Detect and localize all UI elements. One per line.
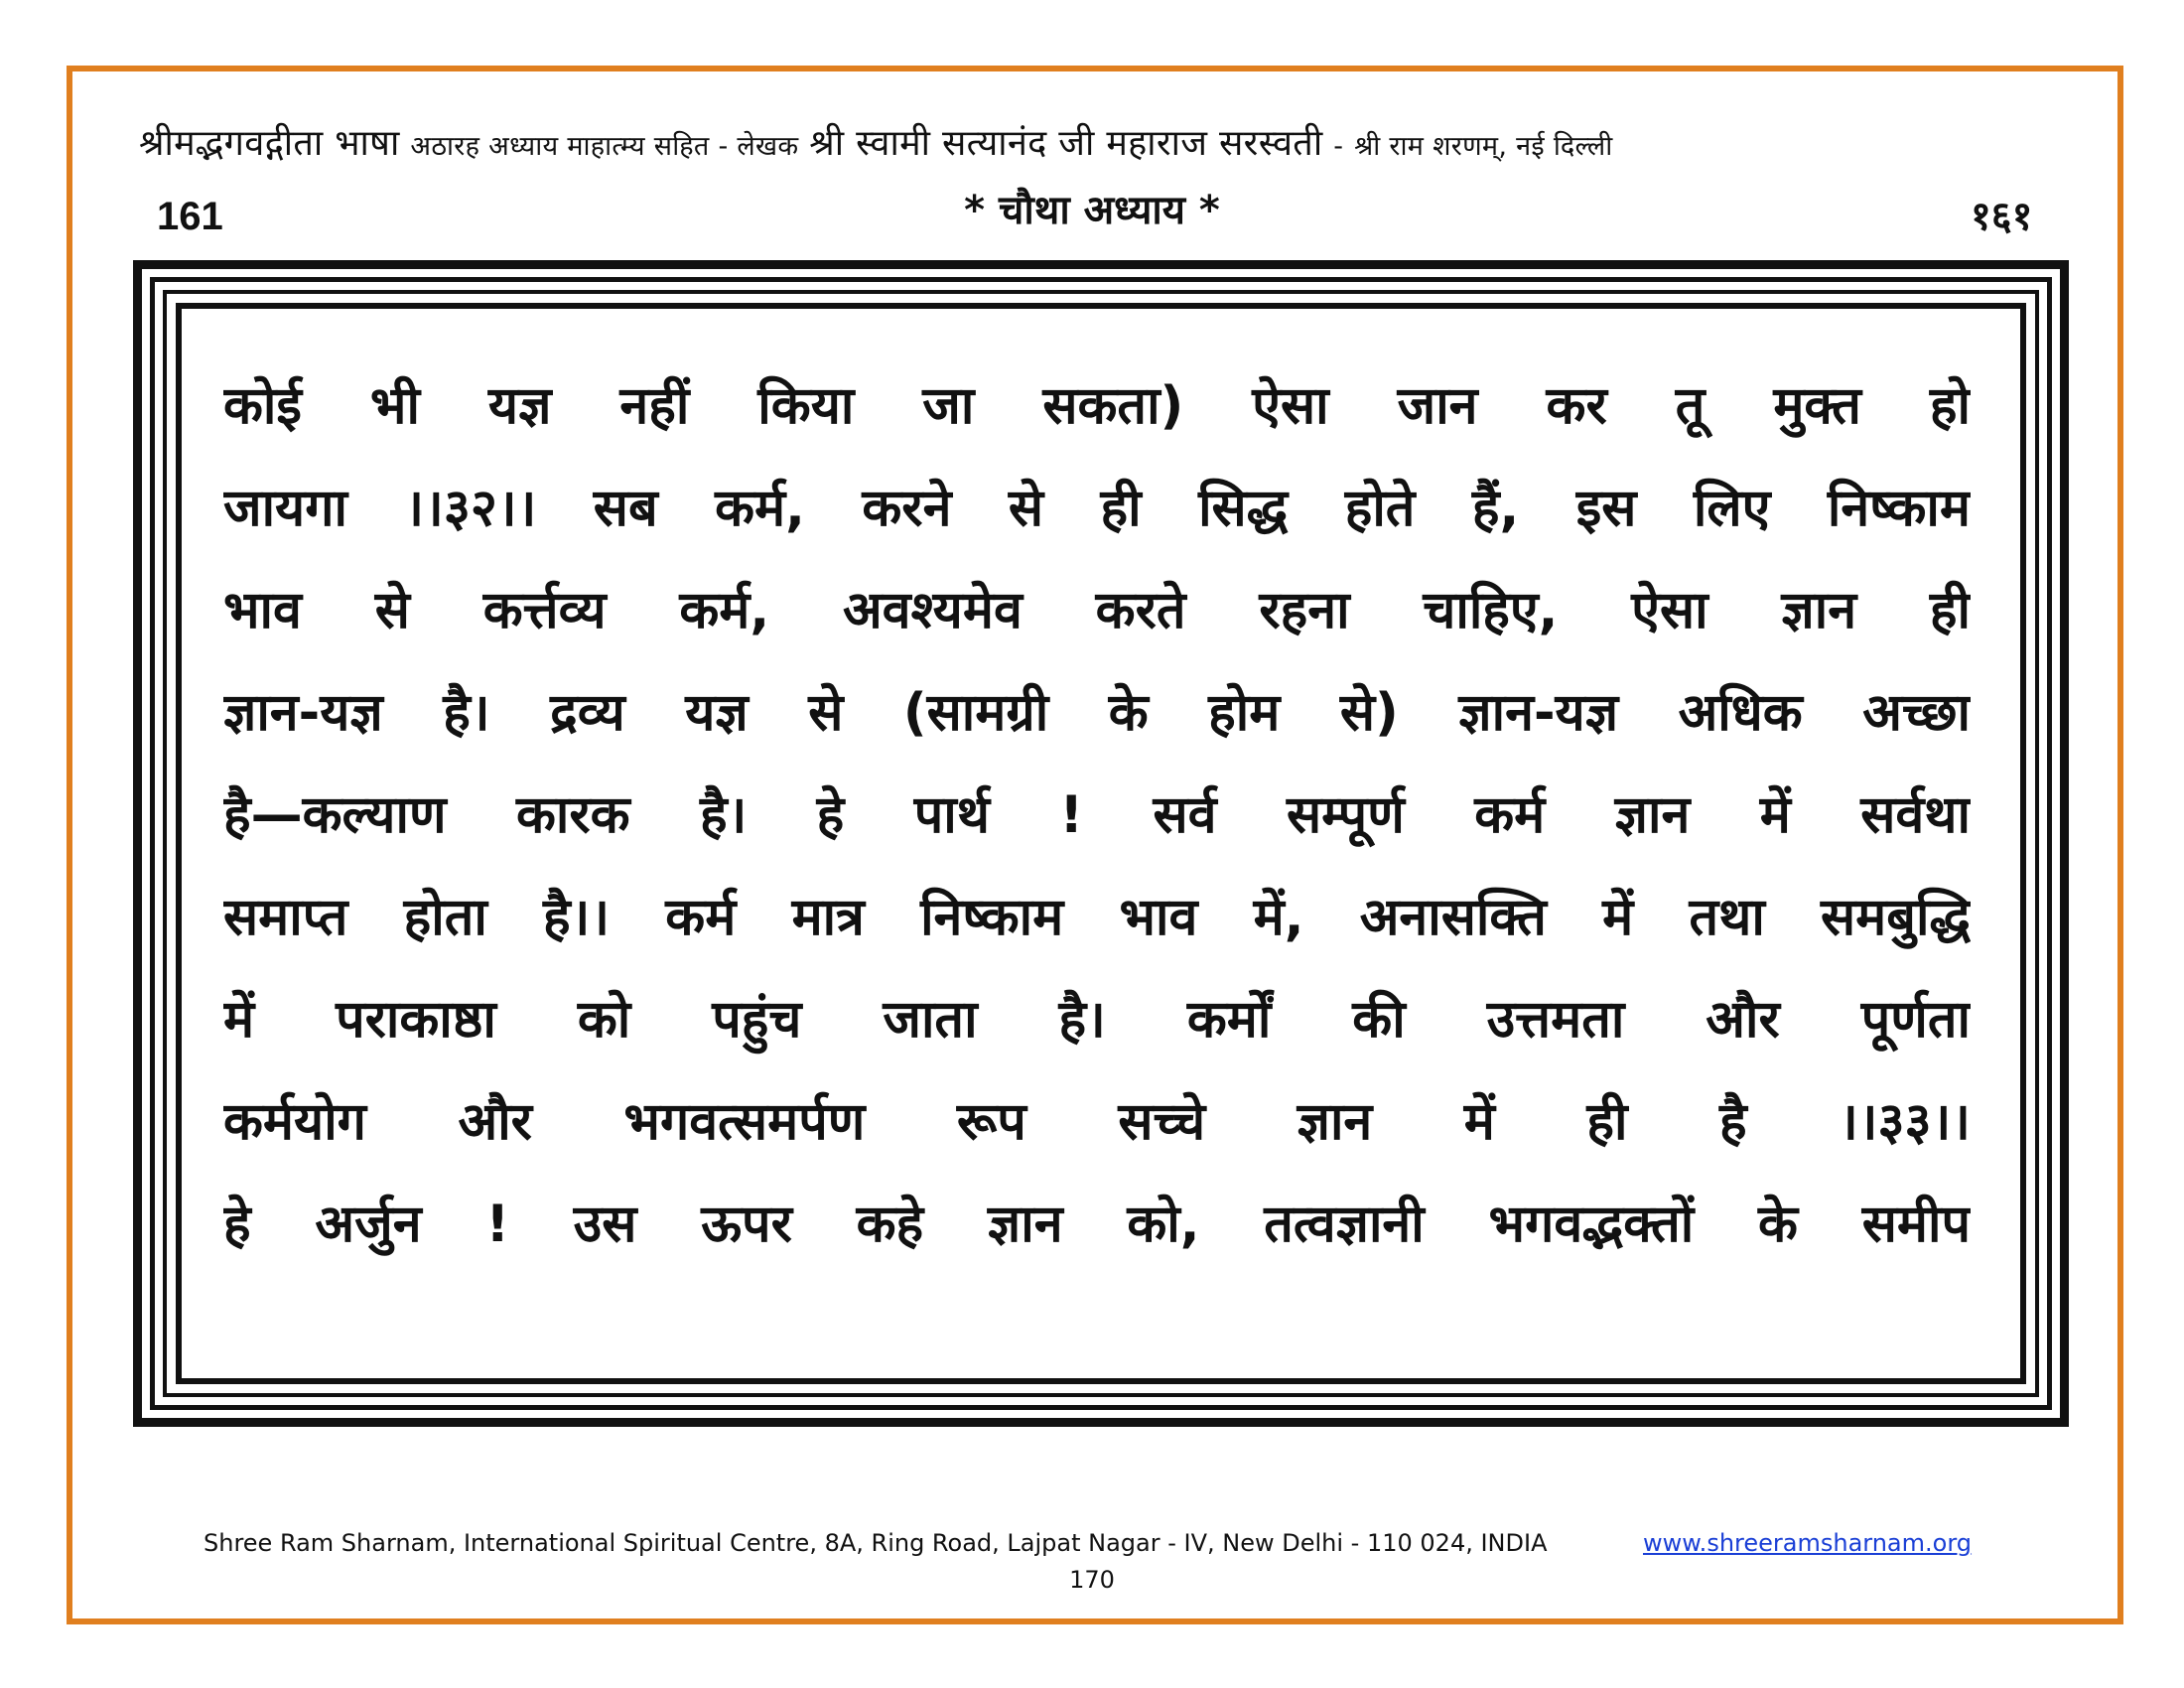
text-line: है—कल्याण कारक है। हे पार्थ ! सर्व सम्पूर्ण कर्म ज्ञान में सर्वथा: [223, 785, 1971, 845]
verse-text: [223, 355, 1971, 1276]
website-link[interactable]: www.shreeramsharnam.org: [1643, 1529, 1973, 1557]
text-line: जायगा ।।३२।। सब कर्म, करने से ही सिद्ध होते हैं, इस लिए निष्काम: [223, 479, 1971, 538]
chapter-title: * चौथा अध्याय *: [964, 188, 1220, 233]
author-name: श्री स्वामी सत्यानंद जी महाराज सरस्वती: [809, 123, 1323, 164]
text-line: कर्मयोग और भगवत्समर्पण रूप सच्चे ज्ञान में ही है ।।३३।।: [223, 1092, 1971, 1152]
text-line: में पराकाष्ठा को पहुंच जाता है। कर्मों की उत्तमता और पूर्णता: [223, 990, 1971, 1050]
text-line: भाव से कर्त्तव्य कर्म, अवश्यमेव करते रहना चाहिए, ऐसा ज्ञान ही: [223, 581, 1971, 640]
page-number-devanagari: १६१: [1971, 194, 2033, 239]
book-title: श्रीमद्भगवद्गीता भाषा: [139, 123, 400, 164]
header-title: [139, 117, 2065, 166]
text-line: समाप्त होता है।। कर्म मात्र निष्काम भाव में, अनासक्ति में तथा समबुद्धि: [223, 888, 1971, 947]
publisher-name: श्री राम शरणम्, नई दिल्ली: [1354, 131, 1613, 162]
footer-address: Shree Ram Sharnam, International Spiritual Centre, 8A, Ring Road, Lajpat Nagar - IV, New Delhi - 110 024, INDIA: [204, 1529, 1548, 1557]
page-number-arabic: 161: [157, 195, 223, 238]
text-line: ज्ञान-यज्ञ है। द्रव्य यज्ञ से (सामग्री के होम से) ज्ञान-यज्ञ अधिक अच्छा: [223, 683, 1971, 743]
footer-page-number: 170: [1069, 1566, 1115, 1594]
book-subtitle: अठारह अध्याय माहात्म्य सहित - लेखक: [410, 131, 799, 162]
text-line: हे अर्जुन ! उस ऊपर कहे ज्ञान को, तत्वज्ञानी भगवद्भक्तों के समीप: [223, 1195, 1971, 1254]
header-separator: -: [1333, 131, 1344, 162]
text-line: कोई भी यज्ञ नहीं किया जा सकता) ऐसा जान कर तू मुक्त हो: [223, 376, 1971, 436]
